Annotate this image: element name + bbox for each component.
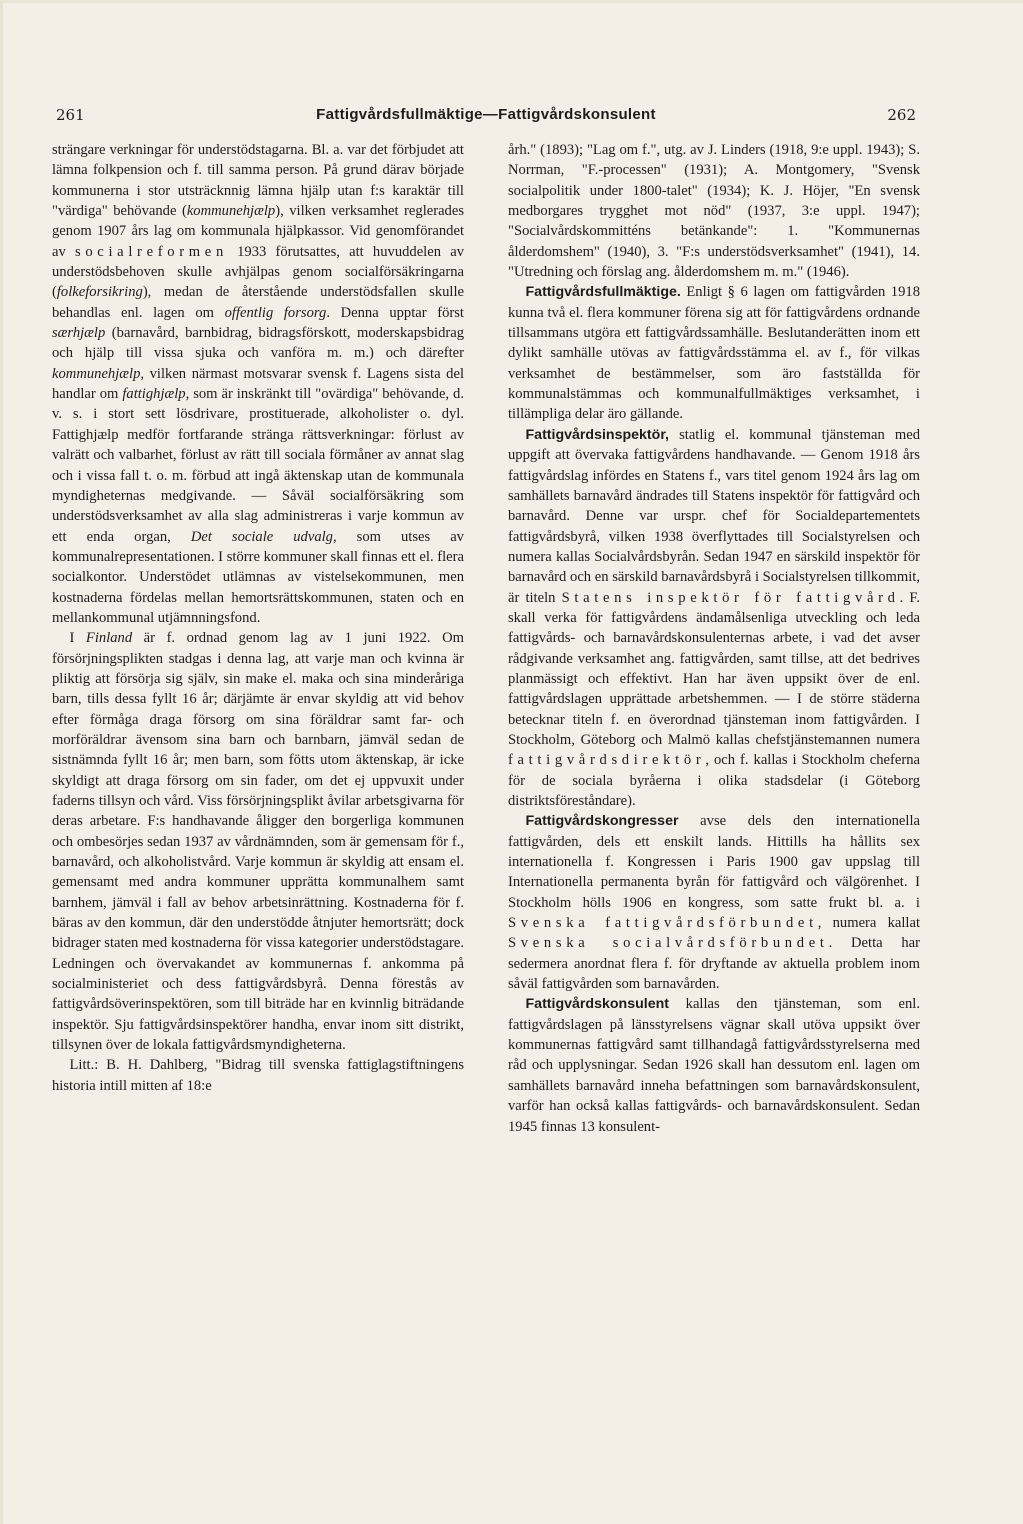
paragraph-finland: I Finland är f. ordnad genom lag av 1 juni 1922. Om försörjningsplikten stadgas i denna lag, att varje man och kvinna är pliktig att försörja sig själv, sin make el. maka och sina minderåriga barn, tills dessa fyllt 16 år; därjämte är envar skyldig att vid behov efter förmåga draga försorg om sina föräldrar samt far- och morföräldrar ävensom sina barn och barnbarn, jämväl sedan de sistnämnda fyllt 16 år; men barn, som fötts utom äktenskap, är icke skyldigt att draga försorg om sin fader, om det ej uppvuxit under faderns tillsyn och vård. Viss försörjningsplikt åvilar arbetsgivarna för deras arbetare. F:s handhavande åligger den borgerliga kommunen och ombesörjes sedan 1937 av vårdnämnden, som är gemensam för f., barnavård, och alkoholistvård. Varje kommun är skyldig att ensam el. gemensamt med andra kommuner upprätta kommunalhem samt barnhem, jämväl i fall av behov arbetsinrättning. Kostnaderna för f. bäras av den kommun, där den understödde åtnjuter hemortsrätt; dock bidrager staten med kostnaderna för vissa kategorier understödstagare. Ledningen och övervakandet av kommunernas f. ankomma på socialministeriet och dess fattigvårdsbyrå. Denna förestås av fattigvårdsöverinspektören, som till biträde har en kvinnlig biträdande inspektör. Sju fattigvårdsinspektörer handha, envar inom sitt distrikt, tillsynen över de lokala fattigvårdsmyndigheterna. (52, 630, 464, 1054)
entry-fattigvardsinspektor: Fattigvårdsinspektör, statlig el. kommunal tjänsteman med uppgift att övervaka fattigvårdens handhavande. — Genom 1918 års fattigvårdslag infördes en Statens f., vars titel genom 1924 års lag om samhällets barnavård ändrades till Statens inspektör för fattigvård och barnavård. Denne var urspr. chef för Socialdepartementets fattigvårdsbyrå, vilken 1938 överflyttades till Socialstyrelsen och numera kallas Socialvårdsbyrån. Sedan 1947 en särskild inspektör för barnavård och en särskild barnavårdsbyrå i Socialstyrelsen tillkommit, är titeln Statens inspektör för fattigvård. F. skall verka för fattigvårdens ändamålsenliga utveckling och leda fattigvårds- och barnavårdskonsulenternas arbete, i vad det avser rådgivande verksamhet ang. fattigvården, samt tillse, att det bedrives planmässigt och effektivt. Han har även uppsikt över de enl. fattigvårdslagen upprättade arbetshemmen. — I de större städerna betecknar titeln f. en överordnad tjänsteman inom fattigvården. I Stockholm, Göteborg och Malmö kallas chefstjänstemannen numera fattigvårdsdirektör, och f. kallas i Stockholm cheferna för de sociala byråerna i olika stadsdelar (i Göteborg distriktsföreståndare). (508, 426, 920, 809)
paragraph-denmark: strängare verkningar för understödstagarna. Bl. a. var det förbjudet att lämna folkpension och f. till samma person. På grund därav började kommunerna i stor utsträcknnig lämna hjälp utan f:s karaktär till "värdiga" behövande (kommunehjælp), vilken verksamhet reglerades genom 1907 års lag om kommunala hjälpkassor. Vid genomförandet av socialreformen 1933 förutsattes, att huvuddelen av understödsbehoven skulle avhjälpas genom socialförsäkringarna (folkeforsikring), medan de återstående understödsfallen skulle behandlas enl. lagen om offentlig forsorg. Denna upptar först særhjælp (barnavård, barnbidrag, bidragsförskott, moderskapsbidrag och hjälp till vissa sjuka och vanföra m. m.) och därefter kommunehjælp, vilken närmast motsvarar svensk f. Lagens sista del handlar om fattighjælp, som är inskränkt till "ovärdiga" behövande, d. v. s. i stort sett lösdrivare, prostituerade, alkoholister o. dyl. Fattighjælp medför fortfarande stränga rättsverkningar: förlust av valrätt och valbarhet, förlust av rätt till sociala förmåner av annat slag och i vissa fall t. o. m. förbud att ingå äktenskap utan de kommunala myndigheternas medgivande. — Såväl socialförsäkring som understödsverksamhet av alla slag administreras i varje kommun av ett enda organ, Det sociale udvalg, som utses av kommunalrepresentationen. I större kommuner skall finnas ett el. flera socialkontor. Understödet utlämnas av vistelsekommunen, men kostnaderna fördelas mellan hemortsrättskommunen, staten och en mellankommunal utjämnningsfond. (52, 142, 464, 626)
page-number-right: 262 (887, 106, 916, 124)
entry-fattigvardskongresser: Fattigvårdskongresser avse dels den internationella fattigvården, dels ett enskilt lands. Hittills ha hållits sex internationella f. Kongressen i Paris 1900 gav uppslag till Internationella permanenta byrån för fattigvård och välgörenhet. I Stockholm hölls 1906 en kongress, som satte frukt bl. a. i Svenska fattigvårdsförbundet, numera kallat Svenska socialvårdsförbundet. Detta har sedermera anordnat flera f. för dryftande av aktuella problem inom såväl fattigvården som barnavården. (508, 813, 920, 993)
paragraph-literature-cont: årh." (1893); "Lag om f.", utg. av J. Linders (1918, 9:e uppl. 1943); S. Norrman, "F.-processen" (1931); A. Montgomery, "Svensk socialpolitik under 1800-talet" (1934); K. J. Höjer, "En svensk medborgares trygghet mot nöd" (1937, 3:e uppl. 1947); "Socialvårdskommitténs betänkande": 1. "Kommunernas ålderdomshem" (1940), 3. "F:s understödsverksamhet" (1941), 14. "Utredning och förslag ang. ålderdomshem m. m." (1946). (508, 142, 920, 281)
entry-headword: Fattigvårdsinspektör, (525, 426, 670, 443)
entry-fattigvardsfullmaktige: Fattigvårdsfullmäktige. Enligt § 6 lagen om fattigvården 1918 kunna två el. flera kommuner förena sig att för fattigvårdens ordnande tillsammans utgöra ett fattigvårdssamhälle. Beslutanderätten inom ett dylikt samhälle utövas av fattigvårdsstämma el. av f., för vilkas verksamhet de bestämmelser, som äro fastställda för kommunalstämmas och kommunalfullmäktiges verksamhet, i tillämpliga delar äro gällande. (508, 284, 920, 423)
running-title: Fattigvårdsfullmäktige—Fattigvårdskonsulent (316, 106, 656, 123)
page-number-left: 261 (56, 106, 85, 124)
left-column (52, 140, 464, 1420)
entry-headword: Fattigvårdskongresser (525, 813, 679, 830)
running-header (56, 100, 916, 130)
paragraph-literature: Litt.: B. H. Dahlberg, "Bidrag till svenska fattiglagstiftningens historia intill mitten af 18:e (52, 1057, 464, 1094)
entry-headword: Fattigvårdskonsulent (525, 996, 669, 1013)
right-column (508, 140, 920, 1420)
entry-headword: Fattigvårdsfullmäktige. (525, 284, 681, 301)
entry-fattigvardskonsulent: Fattigvårdskonsulent kallas den tjänsteman, som enl. fattigvårdslagen på länsstyrelsens vägnar skall utöva uppsikt över kommunernas fattigvård samt tillhandagå fattigvårdsstyrelserna med råd och upplysningar. Sedan 1926 skall han dessutom enl. lagen om samhällets barnavård inneha befattningen som barnavårdskonsulent, varför han också kallas fattigvårds- och barnavårdskonsulent. Sedan 1945 finnas 13 konsulent- (508, 996, 920, 1135)
